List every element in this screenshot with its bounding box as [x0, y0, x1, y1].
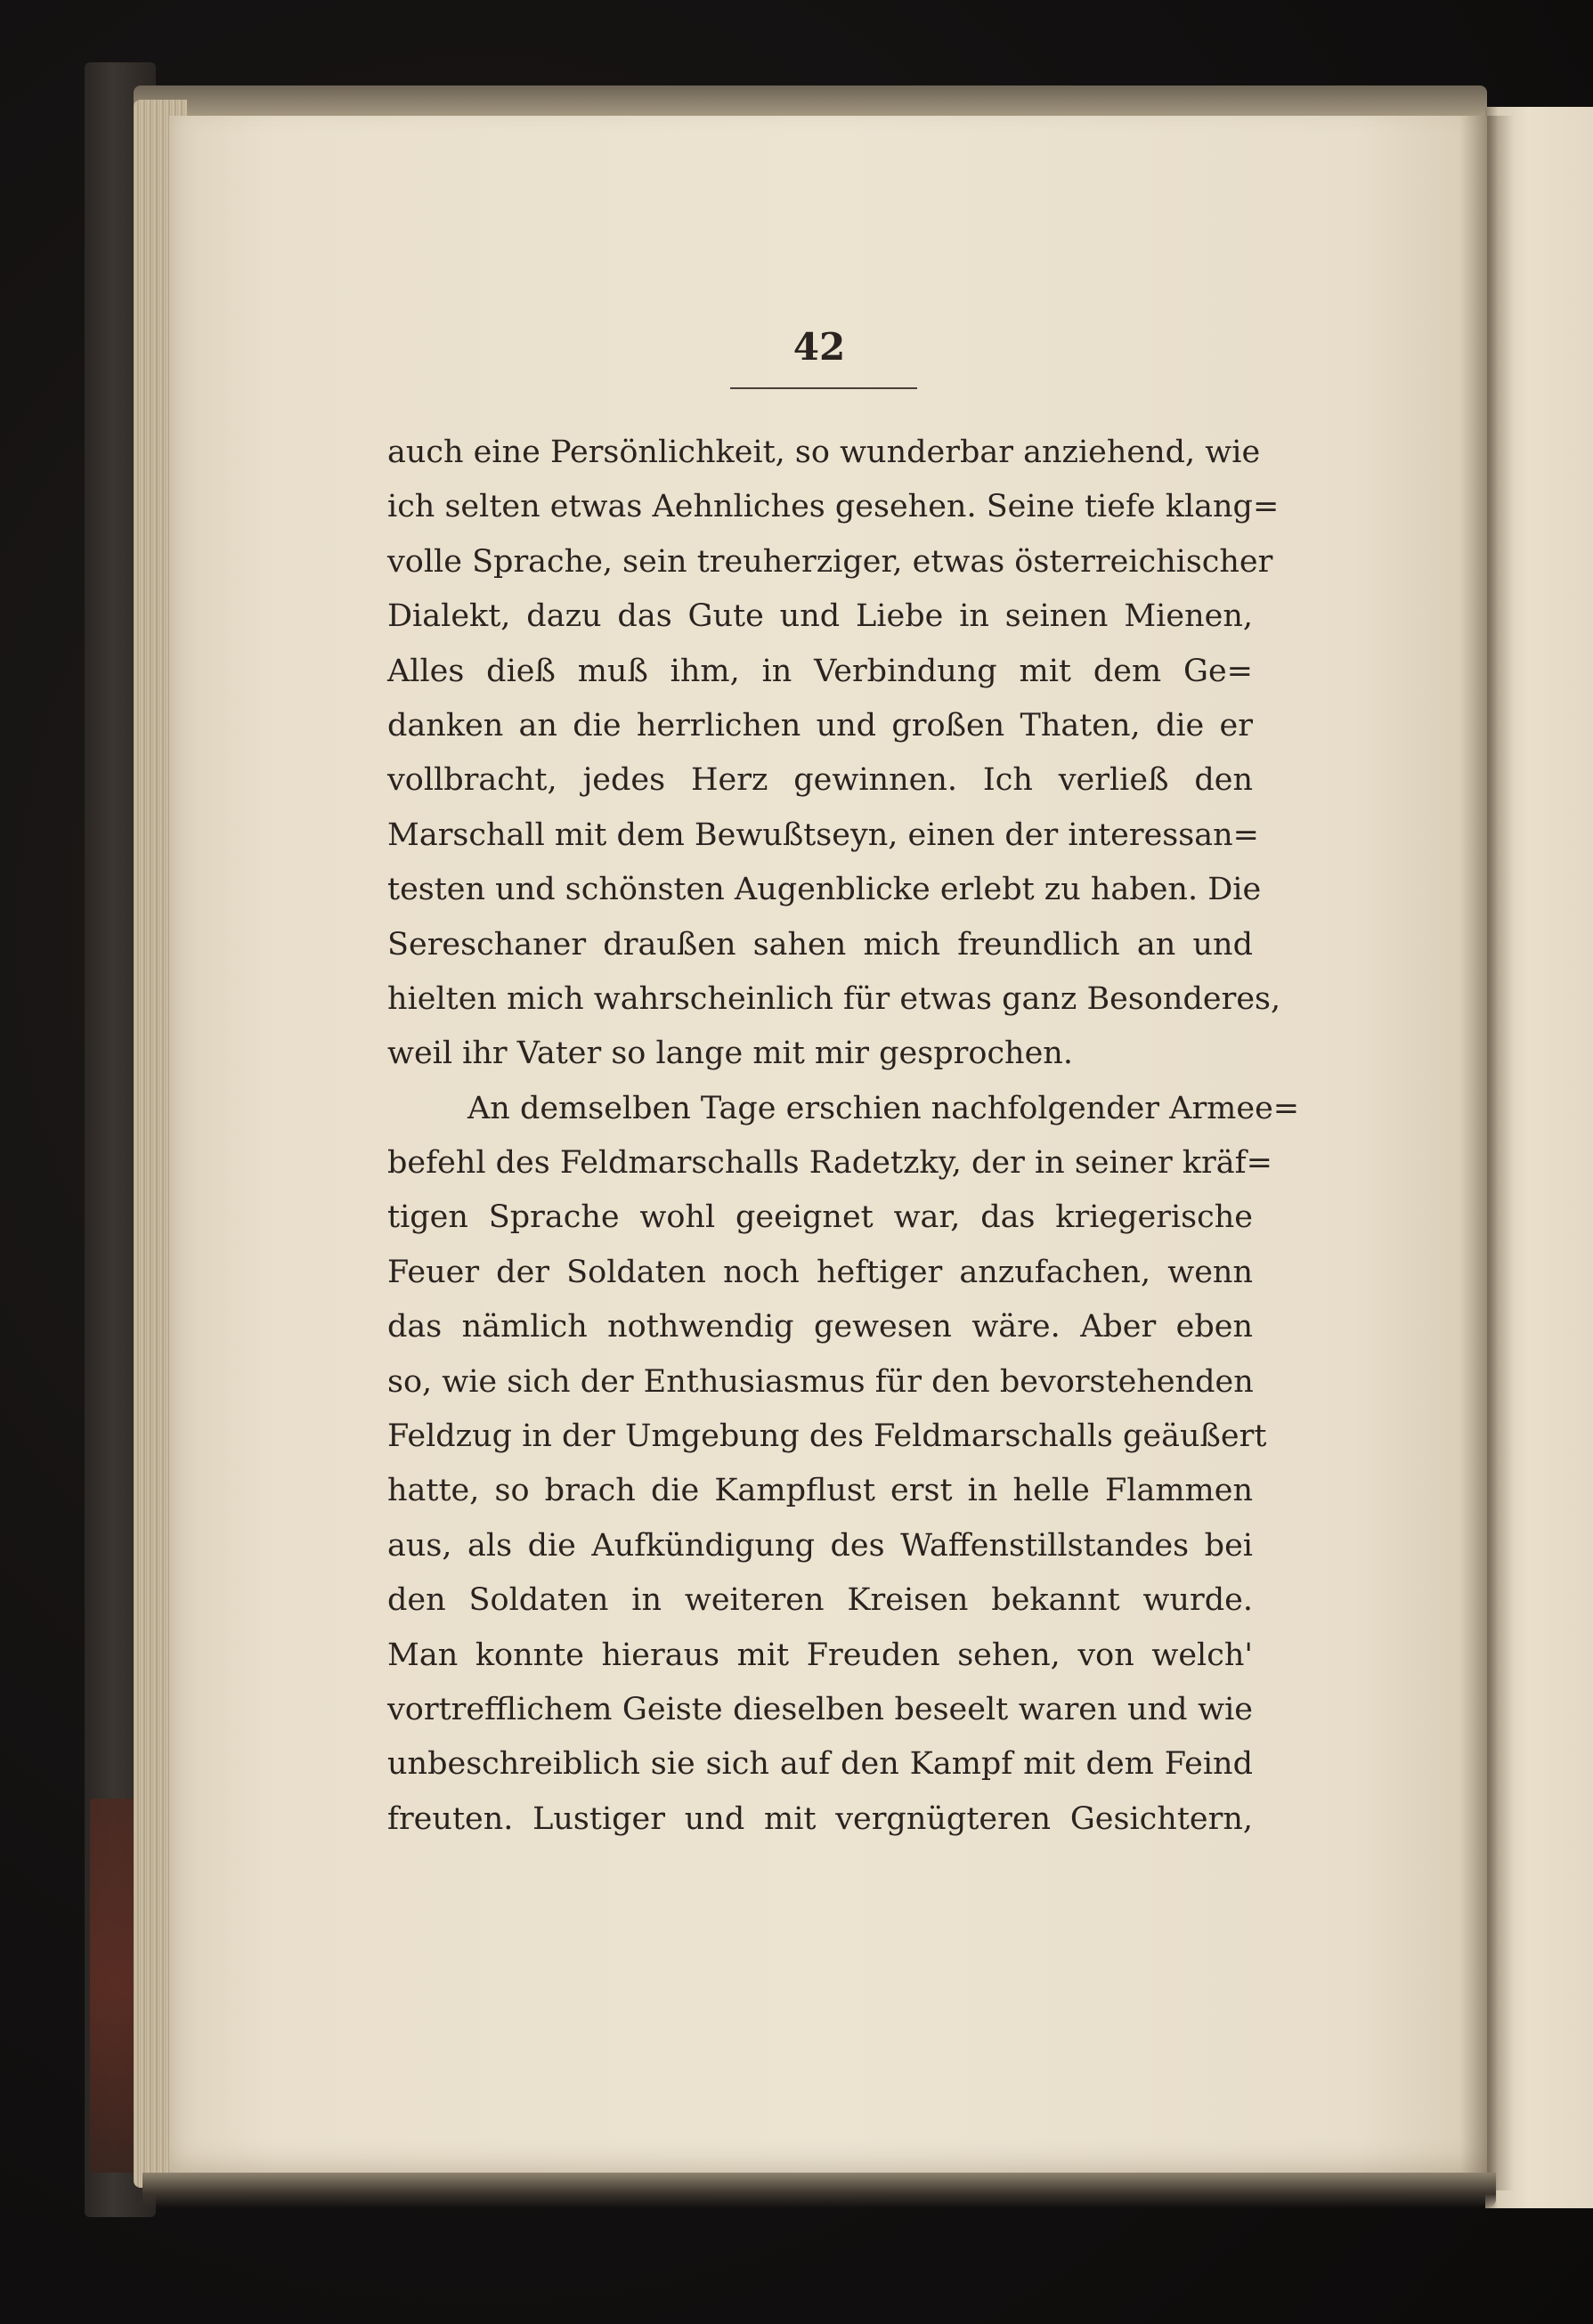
text-line: den Soldaten in weiteren Kreisen bekannt wurde. — [387, 1582, 1253, 1619]
text-line: weil ihr Vater so lange mit mir gesprochen. — [387, 1036, 1073, 1072]
text-line: tigen Sprache wohl geeignet war, das kriegerische — [387, 1199, 1253, 1236]
text-line: hielten mich wahrscheinlich für etwas ganz Besonderes, — [387, 980, 1281, 1017]
text-line: testen und schönsten Augenblicke erlebt zu haben. Die — [387, 872, 1262, 908]
text-line: unbeschreiblich sie sich auf den Kampf mit dem Feind — [387, 1746, 1253, 1783]
page-number-rule — [730, 387, 917, 389]
page-number: 42 — [792, 325, 846, 369]
text-line: befehl des Feldmarschalls Radetzky, der in seiner kräf= — [387, 1145, 1272, 1182]
text-line: Dialekt, dazu das Gute und Liebe in seinen Mienen, — [387, 598, 1253, 635]
text-line: vortrefflichem Geiste dieselben beseelt waren und wie — [387, 1691, 1253, 1727]
text-line: freuten. Lustiger und mit vergnügteren Gesichtern, — [387, 1800, 1253, 1837]
text-line: Marschall mit dem Bewußtseyn, einen der interessan= — [387, 817, 1259, 853]
text-line: Man konnte hieraus mit Freuden sehen, von welch' — [387, 1637, 1253, 1673]
text-line: danken an die herrlichen und großen Thaten, die er — [387, 707, 1253, 744]
page-bottom-edge — [142, 2173, 1496, 2208]
text-line: ich selten etwas Aehnliches gesehen. Seine tiefe klang= — [387, 489, 1280, 525]
page-body-text — [387, 426, 1300, 1847]
text-line: An demselben Tage erschien nachfolgender Armee= — [467, 1090, 1300, 1126]
text-line: vollbracht, jedes Herz gewinnen. Ich verließ den — [387, 762, 1253, 799]
text-line: volle Sprache, sein treuherziger, etwas österreichischer — [387, 543, 1273, 580]
text-line: so, wie sich der Enthusiasmus für den bevorstehenden — [387, 1363, 1254, 1400]
text-line: aus, als die Aufkündigung des Waffenstillstandes bei — [387, 1527, 1253, 1564]
text-line: hatte, so brach die Kampflust erst in helle Flammen — [387, 1473, 1253, 1509]
gutter-shadow — [1460, 116, 1514, 2190]
text-line: Feuer der Soldaten noch heftiger anzufachen, wenn — [387, 1254, 1253, 1290]
text-line: Sereschaner draußen sahen mich freundlich an und — [387, 926, 1253, 963]
text-line: Feldzug in der Umgebung des Feldmarschalls geäußert — [387, 1418, 1267, 1455]
page-block-top-edge — [134, 85, 1487, 116]
text-line: das nämlich nothwendig gewesen wäre. Aber eben — [387, 1309, 1253, 1345]
text-line: auch eine Persönlichkeit, so wunderbar anziehend, wie — [387, 435, 1261, 470]
text-line: Alles dieß muß ihm, in Verbindung mit dem Ge= — [387, 653, 1253, 689]
